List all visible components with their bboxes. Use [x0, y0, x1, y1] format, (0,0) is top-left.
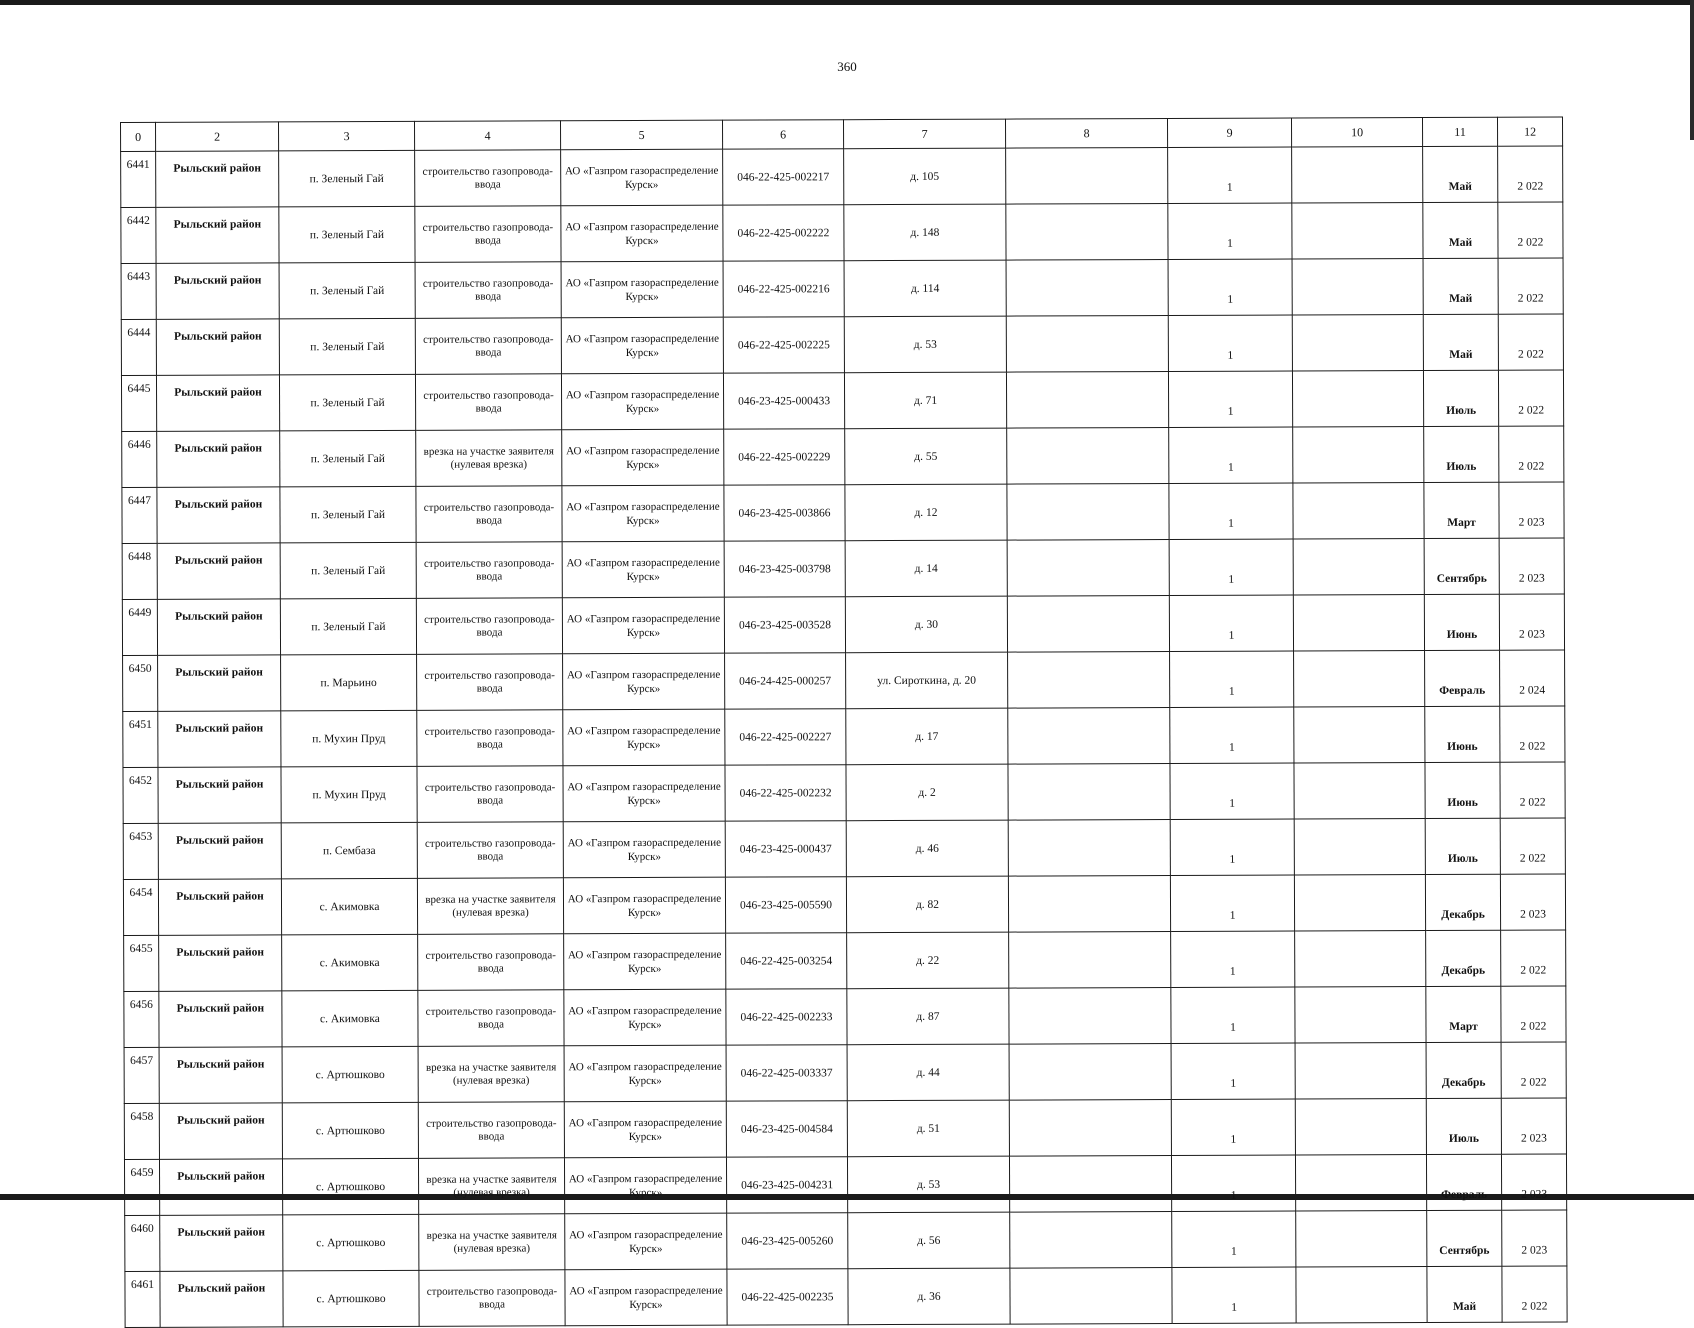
column-header: 12	[1497, 117, 1562, 146]
organization-cell: АО «Газпром газораспределение Курск»	[562, 485, 724, 542]
locality-cell: п. Мухин Пруд	[281, 766, 417, 823]
locality-cell: п. Сембаза	[281, 822, 417, 879]
column-8-cell	[1010, 1267, 1172, 1324]
quantity-cell: 1	[1171, 1099, 1295, 1155]
record-number-cell: 6446	[122, 431, 157, 487]
month-cell: Март	[1426, 986, 1501, 1042]
quantity-cell: 1	[1170, 707, 1294, 763]
district-cell: Рыльский район	[158, 767, 281, 823]
address-cell: д. 22	[847, 932, 1009, 989]
district-cell: Рыльский район	[156, 319, 279, 375]
record-number-cell: 6444	[121, 319, 156, 375]
address-cell: д. 2	[846, 764, 1008, 821]
column-10-cell	[1294, 818, 1425, 875]
column-10-cell	[1295, 1154, 1426, 1211]
record-number-cell: 6456	[124, 991, 159, 1047]
column-10-cell	[1292, 314, 1423, 371]
month-cell: Июль	[1426, 1098, 1501, 1154]
column-10-cell	[1292, 146, 1423, 203]
district-cell: Рыльский район	[159, 991, 282, 1047]
organization-cell: АО «Газпром газораспределение Курск»	[565, 1213, 727, 1270]
month-cell: Декабрь	[1426, 1042, 1501, 1098]
organization-cell: АО «Газпром газораспределение Курск»	[564, 1045, 726, 1102]
month-cell: Март	[1424, 482, 1499, 538]
table-row	[123, 762, 1565, 824]
locality-cell: с. Акимовка	[282, 990, 418, 1047]
organization-cell: АО «Газпром газораспределение Курск»	[563, 877, 725, 934]
work-type-cell: строительство газопровода-ввода	[418, 934, 564, 991]
column-10-cell	[1295, 986, 1426, 1043]
address-cell: д. 12	[845, 484, 1007, 541]
organization-cell: АО «Газпром газораспределение Курск»	[561, 373, 723, 430]
address-cell: д. 114	[844, 260, 1006, 317]
record-number-cell: 6441	[121, 151, 156, 207]
table-row	[121, 314, 1563, 376]
organization-cell: АО «Газпром газораспределение Курск»	[563, 653, 725, 710]
year-cell: 2 022	[1499, 426, 1564, 482]
application-code-cell: 046-22-425-002217	[723, 149, 844, 205]
year-cell: 2 024	[1500, 650, 1565, 706]
column-10-cell	[1296, 1266, 1427, 1323]
month-cell: Февраль	[1425, 650, 1500, 706]
column-header: 2	[156, 122, 279, 151]
application-code-cell: 046-22-425-002222	[723, 205, 844, 261]
application-code-cell: 046-24-425-000257	[725, 653, 846, 709]
record-number-cell: 6453	[123, 823, 158, 879]
organization-cell: АО «Газпром газораспределение Курск»	[564, 989, 726, 1046]
column-10-cell	[1294, 874, 1425, 931]
year-cell: 2 023	[1499, 482, 1564, 538]
column-8-cell	[1008, 819, 1170, 876]
table-row	[121, 370, 1563, 432]
table-row	[125, 1210, 1567, 1272]
month-cell: Июль	[1423, 370, 1498, 426]
address-cell: д. 71	[844, 372, 1006, 429]
record-number-cell: 6457	[124, 1047, 159, 1103]
column-10-cell	[1293, 482, 1424, 539]
year-cell: 2 022	[1500, 818, 1565, 874]
scan-edge-top	[0, 0, 1694, 5]
column-8-cell	[1009, 987, 1171, 1044]
table-row	[124, 1042, 1566, 1104]
application-code-cell: 046-23-425-005260	[727, 1213, 848, 1269]
district-cell: Рыльский район	[157, 599, 280, 655]
organization-cell: АО «Газпром газораспределение Курск»	[563, 709, 725, 766]
quantity-cell: 1	[1168, 259, 1292, 315]
column-8-cell	[1009, 1155, 1171, 1212]
district-cell: Рыльский район	[157, 543, 280, 599]
column-10-cell	[1295, 1042, 1426, 1099]
column-8-cell	[1006, 315, 1168, 372]
column-header: 3	[279, 121, 415, 151]
column-header: 0	[121, 122, 156, 151]
record-number-cell: 6455	[124, 935, 159, 991]
quantity-cell: 1	[1171, 1155, 1295, 1211]
quantity-cell: 1	[1171, 987, 1295, 1043]
column-header: 6	[722, 120, 843, 149]
district-cell: Рыльский район	[157, 431, 280, 487]
table-row	[122, 482, 1564, 544]
month-cell: Июнь	[1425, 706, 1500, 762]
application-code-cell: 046-22-425-002227	[725, 709, 846, 765]
column-10-cell	[1294, 706, 1425, 763]
application-code-cell: 046-23-425-004231	[726, 1157, 847, 1213]
application-code-cell: 046-22-425-002232	[725, 765, 846, 821]
column-header: 8	[1005, 118, 1167, 148]
page-number: 360	[837, 59, 857, 74]
application-code-cell: 046-22-425-002225	[723, 317, 844, 373]
locality-cell: с. Артюшково	[282, 1158, 418, 1215]
year-cell: 2 022	[1498, 258, 1563, 314]
organization-cell: АО «Газпром газораспределение Курск»	[563, 765, 725, 822]
column-8-cell	[1009, 931, 1171, 988]
organization-cell: АО «Газпром газораспределение Курск»	[562, 429, 724, 486]
year-cell: 2 022	[1501, 986, 1566, 1042]
month-cell: Июнь	[1424, 594, 1499, 650]
district-cell: Рыльский район	[158, 823, 281, 879]
locality-cell: п. Зеленый Гай	[280, 542, 416, 599]
year-cell: 2 023	[1501, 1098, 1566, 1154]
column-10-cell	[1293, 538, 1424, 595]
address-cell: д. 53	[844, 316, 1006, 373]
district-cell: Рыльский район	[156, 207, 279, 263]
month-cell: Май	[1423, 146, 1498, 202]
address-cell: д. 82	[846, 876, 1008, 933]
record-number-cell: 6459	[124, 1159, 159, 1215]
column-8-cell	[1006, 259, 1168, 316]
quantity-cell: 1	[1170, 763, 1294, 819]
register-table	[120, 116, 1568, 1328]
column-8-cell	[1007, 539, 1169, 596]
work-type-cell: строительство газопровода-ввода	[415, 262, 561, 319]
record-number-cell: 6452	[123, 767, 158, 823]
column-8-cell	[1006, 203, 1168, 260]
column-header: 7	[843, 119, 1005, 149]
month-cell: Декабрь	[1426, 930, 1501, 986]
organization-cell: АО «Газпром газораспределение Курск»	[561, 149, 723, 206]
application-code-cell: 046-22-425-002216	[723, 261, 844, 317]
organization-cell: АО «Газпром газораспределение Курск»	[562, 597, 724, 654]
month-cell: Сентябрь	[1424, 538, 1499, 594]
table-row	[123, 706, 1565, 768]
address-cell: д. 105	[844, 148, 1006, 205]
column-10-cell	[1295, 1098, 1426, 1155]
record-number-cell: 6450	[123, 655, 158, 711]
address-cell: ул. Сироткина, д. 20	[846, 652, 1008, 709]
table-row	[121, 146, 1563, 208]
district-cell: Рыльский район	[160, 1215, 283, 1271]
organization-cell: АО «Газпром газораспределение Курск»	[561, 205, 723, 262]
record-number-cell: 6443	[121, 263, 156, 319]
work-type-cell: строительство газопровода-ввода	[415, 374, 561, 431]
address-cell: д. 53	[847, 1156, 1009, 1213]
work-type-cell: врезка на участке заявителя (нулевая врезка)	[419, 1214, 565, 1271]
month-cell: Декабрь	[1425, 874, 1500, 930]
month-cell: Июнь	[1425, 762, 1500, 818]
table-row	[122, 426, 1564, 488]
month-cell: Сентябрь	[1427, 1210, 1502, 1266]
year-cell: 2 023	[1501, 1154, 1566, 1210]
month-cell: Июль	[1424, 426, 1499, 482]
work-type-cell: строительство газопровода-ввода	[417, 822, 563, 879]
work-type-cell: строительство газопровода-ввода	[418, 990, 564, 1047]
organization-cell: АО «Газпром газораспределение Курск»	[562, 541, 724, 598]
record-number-cell: 6461	[125, 1271, 160, 1327]
quantity-cell: 1	[1172, 1211, 1296, 1267]
address-cell: д. 44	[847, 1044, 1009, 1101]
quantity-cell: 1	[1168, 315, 1292, 371]
quantity-cell: 1	[1171, 1043, 1295, 1099]
register-body	[121, 146, 1568, 1328]
address-cell: д. 87	[847, 988, 1009, 1045]
year-cell: 2 022	[1502, 1266, 1567, 1322]
year-cell: 2 022	[1501, 1042, 1566, 1098]
quantity-cell: 1	[1168, 203, 1292, 259]
locality-cell: с. Артюшково	[282, 1102, 418, 1159]
organization-cell: АО «Газпром газораспределение Курск»	[564, 1101, 726, 1158]
locality-cell: п. Зеленый Гай	[279, 150, 415, 207]
work-type-cell: строительство газопровода-ввода	[417, 654, 563, 711]
column-8-cell	[1007, 595, 1169, 652]
address-cell: д. 17	[846, 708, 1008, 765]
work-type-cell: строительство газопровода-ввода	[415, 318, 561, 375]
address-cell: д. 51	[847, 1100, 1009, 1157]
year-cell: 2 023	[1502, 1210, 1567, 1266]
locality-cell: п. Зеленый Гай	[279, 318, 415, 375]
month-cell: Май	[1427, 1266, 1502, 1322]
district-cell: Рыльский район	[156, 375, 279, 431]
record-number-cell: 6447	[122, 487, 157, 543]
month-cell: Июль	[1425, 818, 1500, 874]
district-cell: Рыльский район	[160, 1271, 283, 1327]
year-cell: 2 022	[1500, 762, 1565, 818]
work-type-cell: строительство газопровода-ввода	[415, 150, 561, 207]
application-code-cell: 046-23-425-003866	[724, 485, 845, 541]
work-type-cell: строительство газопровода-ввода	[419, 1270, 565, 1327]
column-8-cell	[1007, 427, 1169, 484]
record-number-cell: 6451	[123, 711, 158, 767]
application-code-cell: 046-23-425-003528	[724, 597, 845, 653]
quantity-cell: 1	[1169, 539, 1293, 595]
application-code-cell: 046-22-425-002233	[726, 989, 847, 1045]
table-row	[124, 1098, 1566, 1160]
year-cell: 2 023	[1499, 594, 1564, 650]
month-cell: Февраль	[1426, 1154, 1501, 1210]
table-row	[121, 258, 1563, 320]
locality-cell: п. Зеленый Гай	[280, 598, 416, 655]
district-cell: Рыльский район	[156, 151, 279, 207]
locality-cell: п. Зеленый Гай	[279, 374, 415, 431]
district-cell: Рыльский район	[158, 879, 281, 935]
year-cell: 2 022	[1498, 146, 1563, 202]
application-code-cell: 046-23-425-003798	[724, 541, 845, 597]
organization-cell: АО «Газпром газораспределение Курск»	[563, 821, 725, 878]
year-cell: 2 022	[1498, 370, 1563, 426]
table-row	[121, 202, 1563, 264]
month-cell: Май	[1423, 202, 1498, 258]
column-10-cell	[1293, 594, 1424, 651]
address-cell: д. 148	[844, 204, 1006, 261]
table-row	[123, 818, 1565, 880]
locality-cell: с. Акимовка	[282, 934, 418, 991]
quantity-cell: 1	[1168, 147, 1292, 203]
column-8-cell	[1007, 483, 1169, 540]
record-number-cell: 6454	[123, 879, 158, 935]
application-code-cell: 046-23-425-004584	[726, 1101, 847, 1157]
quantity-cell: 1	[1168, 371, 1292, 427]
column-header: 4	[414, 121, 560, 151]
organization-cell: АО «Газпром газораспределение Курск»	[561, 317, 723, 374]
quantity-cell: 1	[1170, 875, 1294, 931]
column-header: 5	[560, 120, 722, 150]
organization-cell: АО «Газпром газораспределение Курск»	[565, 1269, 727, 1326]
work-type-cell: строительство газопровода-ввода	[417, 766, 563, 823]
column-8-cell	[1009, 1043, 1171, 1100]
record-number-cell: 6449	[122, 599, 157, 655]
table-row	[124, 1154, 1566, 1216]
quantity-cell: 1	[1172, 1267, 1296, 1323]
quantity-cell: 1	[1169, 483, 1293, 539]
district-cell: Рыльский район	[159, 1103, 282, 1159]
locality-cell: п. Зеленый Гай	[279, 262, 415, 319]
column-8-cell	[1008, 651, 1170, 708]
record-number-cell: 6460	[125, 1215, 160, 1271]
column-header: 11	[1422, 117, 1497, 146]
work-type-cell: строительство газопровода-ввода	[416, 486, 562, 543]
work-type-cell: врезка на участке заявителя (нулевая врезка)	[418, 1158, 564, 1215]
table-row	[124, 986, 1566, 1048]
district-cell: Рыльский район	[159, 1047, 282, 1103]
district-cell: Рыльский район	[159, 1159, 282, 1215]
application-code-cell: 046-22-425-002235	[727, 1269, 848, 1325]
column-10-cell	[1292, 258, 1423, 315]
work-type-cell: строительство газопровода-ввода	[416, 542, 562, 599]
organization-cell: АО «Газпром газораспределение Курск»	[561, 261, 723, 318]
address-cell: д. 14	[845, 540, 1007, 597]
district-cell: Рыльский район	[156, 263, 279, 319]
address-cell: д. 46	[846, 820, 1008, 877]
column-10-cell	[1292, 370, 1423, 427]
column-10-cell	[1294, 762, 1425, 819]
column-10-cell	[1294, 650, 1425, 707]
table-row	[123, 650, 1565, 712]
column-header: 10	[1291, 117, 1422, 147]
month-cell: Май	[1423, 314, 1498, 370]
work-type-cell: строительство газопровода-ввода	[417, 710, 563, 767]
column-8-cell	[1010, 1211, 1172, 1268]
column-10-cell	[1295, 930, 1426, 987]
address-cell: д. 36	[848, 1268, 1010, 1325]
application-code-cell: 046-23-425-000437	[725, 821, 846, 877]
work-type-cell: врезка на участке заявителя (нулевая врезка)	[417, 878, 563, 935]
column-8-cell	[1008, 707, 1170, 764]
year-cell: 2 022	[1498, 314, 1563, 370]
table-row	[122, 594, 1564, 656]
application-code-cell: 046-22-425-003254	[726, 933, 847, 989]
work-type-cell: врезка на участке заявителя (нулевая врезка)	[418, 1046, 564, 1103]
work-type-cell: строительство газопровода-ввода	[416, 598, 562, 655]
column-8-cell	[1006, 147, 1168, 204]
record-number-cell: 6442	[121, 207, 156, 263]
address-cell: д. 30	[845, 596, 1007, 653]
table-row	[123, 874, 1565, 936]
address-cell: д. 55	[845, 428, 1007, 485]
application-code-cell: 046-23-425-005590	[725, 877, 846, 933]
locality-cell: п. Зеленый Гай	[280, 486, 416, 543]
organization-cell: АО «Газпром газораспределение Курск»	[564, 933, 726, 990]
locality-cell: п. Зеленый Гай	[280, 430, 416, 487]
locality-cell: с. Артюшково	[283, 1270, 419, 1327]
column-8-cell	[1009, 1099, 1171, 1156]
district-cell: Рыльский район	[157, 487, 280, 543]
work-type-cell: строительство газопровода-ввода	[418, 1102, 564, 1159]
application-code-cell: 046-23-425-000433	[723, 373, 844, 429]
column-10-cell	[1293, 426, 1424, 483]
record-number-cell: 6445	[121, 375, 156, 431]
year-cell: 2 022	[1501, 930, 1566, 986]
column-8-cell	[1008, 763, 1170, 820]
quantity-cell: 1	[1169, 595, 1293, 651]
column-8-cell	[1006, 371, 1168, 428]
locality-cell: с. Артюшково	[282, 1046, 418, 1103]
district-cell: Рыльский район	[158, 655, 281, 711]
column-header: 9	[1167, 118, 1291, 147]
application-code-cell: 046-22-425-003337	[726, 1045, 847, 1101]
work-type-cell: строительство газопровода-ввода	[415, 206, 561, 263]
locality-cell: с. Акимовка	[281, 878, 417, 935]
quantity-cell: 1	[1169, 427, 1293, 483]
locality-cell: п. Зеленый Гай	[279, 206, 415, 263]
record-number-cell: 6458	[124, 1103, 159, 1159]
table-row	[122, 538, 1564, 600]
year-cell: 2 022	[1498, 202, 1563, 258]
locality-cell: п. Мухин Пруд	[281, 710, 417, 767]
quantity-cell: 1	[1170, 819, 1294, 875]
work-type-cell: врезка на участке заявителя (нулевая врезка)	[416, 430, 562, 487]
district-cell: Рыльский район	[159, 935, 282, 991]
address-cell: д. 56	[848, 1212, 1010, 1269]
table-row	[124, 930, 1566, 992]
locality-cell: с. Артюшково	[283, 1214, 419, 1271]
month-cell: Май	[1423, 258, 1498, 314]
column-10-cell	[1296, 1210, 1427, 1267]
year-cell: 2 023	[1500, 874, 1565, 930]
locality-cell: п. Марьино	[281, 654, 417, 711]
record-number-cell: 6448	[122, 543, 157, 599]
column-8-cell	[1008, 875, 1170, 932]
district-cell: Рыльский район	[158, 711, 281, 767]
year-cell: 2 023	[1499, 538, 1564, 594]
quantity-cell: 1	[1171, 931, 1295, 987]
organization-cell: АО «Газпром газораспределение Курск»	[564, 1157, 726, 1214]
table-row	[125, 1266, 1567, 1328]
year-cell: 2 022	[1500, 706, 1565, 762]
column-10-cell	[1292, 202, 1423, 259]
quantity-cell: 1	[1170, 651, 1294, 707]
application-code-cell: 046-22-425-002229	[724, 429, 845, 485]
